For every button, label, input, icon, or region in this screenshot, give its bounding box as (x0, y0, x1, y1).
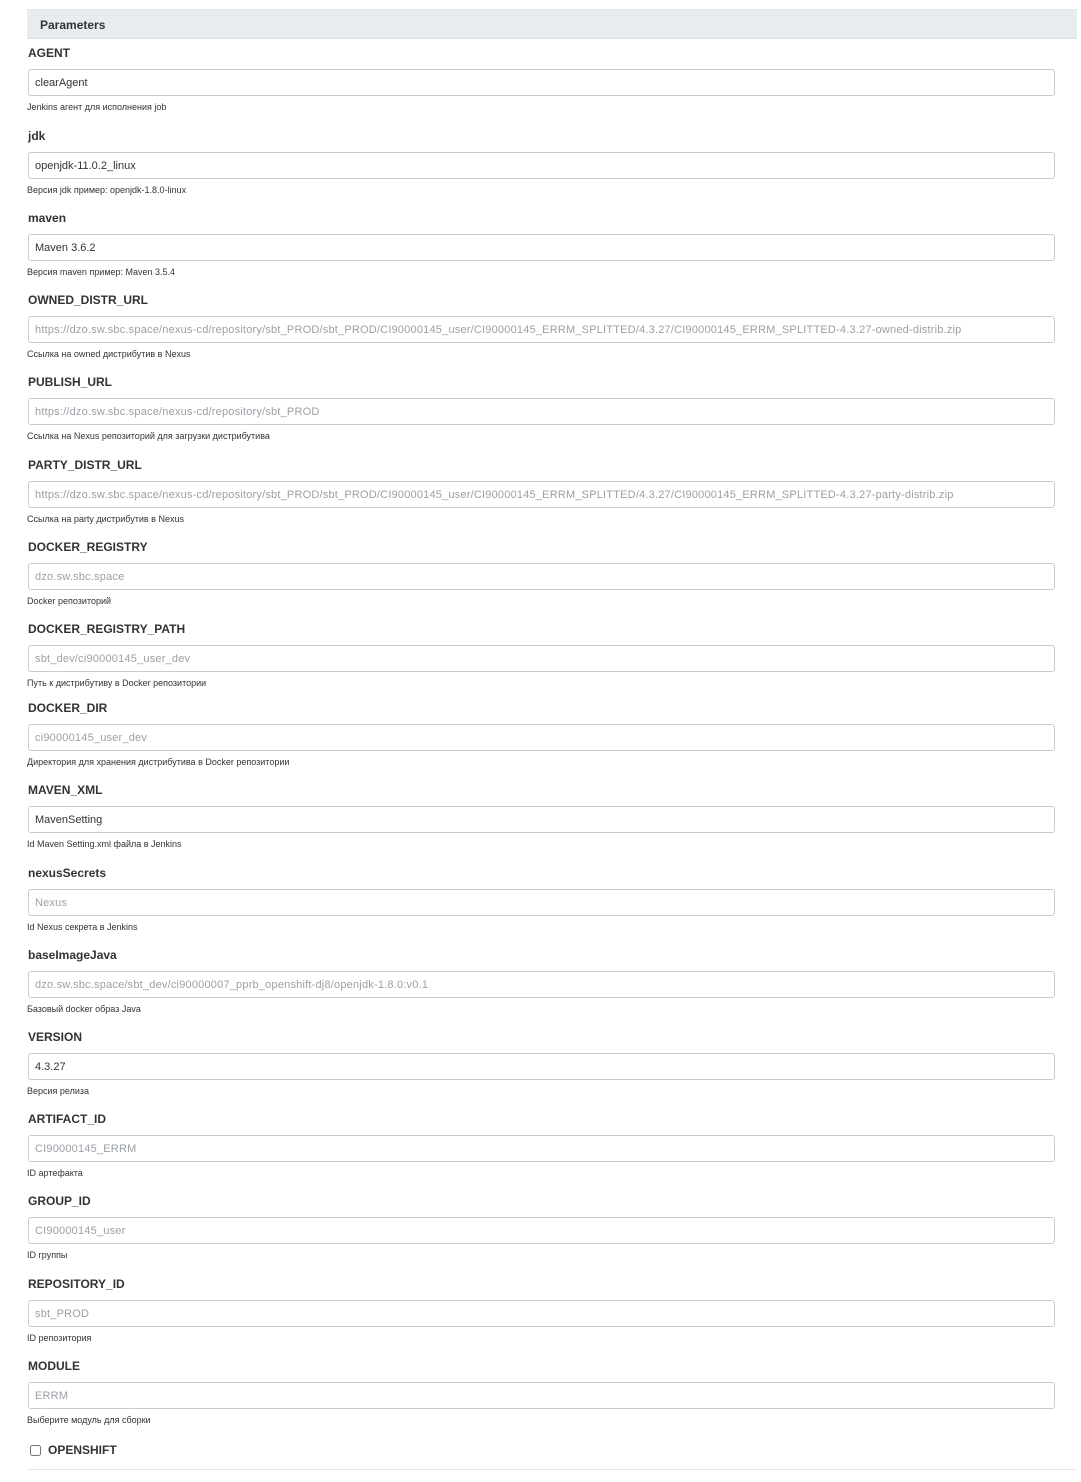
param-label: nexusSecrets (28, 866, 107, 880)
param-base-image-java (27, 948, 1055, 1030)
param-label: maven (28, 211, 67, 225)
module-input[interactable] (28, 1382, 1055, 1409)
param-label: AGENT (28, 46, 70, 60)
param-label: DOCKER_DIR (28, 701, 108, 715)
param-label: MODULE (28, 1359, 80, 1373)
param-label: DOCKER_REGISTRY_PATH (28, 622, 186, 636)
param-description: ID группы (27, 1250, 68, 1260)
param-description: ID артефакта (27, 1168, 83, 1178)
param-description: Директория для хранения дистрибутива в Docker репозитории (27, 757, 290, 767)
openshift-option[interactable] (30, 1442, 117, 1458)
artifact-id-input[interactable] (28, 1135, 1055, 1162)
param-label: REPOSITORY_ID (28, 1277, 125, 1291)
param-label: DOCKER_REGISTRY (28, 540, 148, 554)
divider (27, 1469, 1077, 1470)
publish-url-input[interactable] (28, 398, 1055, 425)
docker-dir-input[interactable] (28, 724, 1055, 751)
param-docker-registry (27, 540, 1055, 622)
param-label: OWNED_DISTR_URL (28, 293, 149, 307)
param-owned-distr-url (27, 293, 1055, 375)
param-artifact-id (27, 1112, 1055, 1194)
param-description: Версия jdk пример: openjdk-1.8.0-linux (27, 185, 187, 195)
jdk-input[interactable] (28, 152, 1055, 179)
param-jdk (27, 129, 1055, 211)
param-description: Id Nexus секрета в Jenkins (27, 922, 138, 932)
param-description: Ссылка на owned дистрибутив в Nexus (27, 349, 191, 359)
version-input[interactable] (28, 1053, 1055, 1080)
nexus-secrets-input[interactable] (28, 889, 1055, 916)
param-description: Docker репозиторий (27, 596, 112, 606)
param-label: VERSION (28, 1030, 83, 1044)
openshift-label[interactable]: OPENSHIFT (48, 1443, 117, 1457)
param-party-distr-url (27, 458, 1055, 540)
param-label: MAVEN_XML (28, 783, 103, 797)
param-docker-registry-path (27, 622, 1055, 704)
param-description: ID репозитория (27, 1333, 92, 1343)
maven-input[interactable] (28, 234, 1055, 261)
param-description: Ссылка на Nexus репозиторий для загрузки дистрибутива (27, 431, 270, 441)
param-description: Базовый docker образ Java (27, 1004, 141, 1014)
param-docker-dir (27, 701, 1055, 783)
param-description: Версия maven пример: Maven 3.5.4 (27, 267, 176, 277)
param-label: baseImageJava (28, 948, 117, 962)
param-description: Jenkins агент для исполнения job (27, 102, 167, 112)
param-description: Id Maven Setting.xml файла в Jenkins (27, 839, 182, 849)
param-description: Версия релиза (27, 1086, 90, 1096)
group-id-input[interactable] (28, 1217, 1055, 1244)
docker-registry-input[interactable] (28, 563, 1055, 590)
param-label: GROUP_ID (28, 1194, 91, 1208)
openshift-checkbox[interactable] (30, 1445, 41, 1456)
param-maven-xml (27, 783, 1055, 865)
param-group-id (27, 1194, 1055, 1276)
agent-input[interactable] (28, 69, 1055, 96)
repository-id-input[interactable] (28, 1300, 1055, 1327)
param-nexus-secrets (27, 866, 1055, 948)
owned-distr-url-input[interactable] (28, 316, 1055, 343)
param-label: PARTY_DISTR_URL (28, 458, 142, 472)
maven-xml-input[interactable] (28, 806, 1055, 833)
docker-registry-path-input[interactable] (28, 645, 1055, 672)
param-publish-url (27, 375, 1055, 457)
param-description: Выберите модуль для сборки (27, 1415, 151, 1425)
param-agent (27, 46, 1055, 128)
param-description: Ссылка на party дистрибутив в Nexus (27, 514, 184, 524)
party-distr-url-input[interactable] (28, 481, 1055, 508)
param-maven (27, 211, 1055, 293)
param-module (27, 1359, 1055, 1441)
param-description: Путь к дистрибутиву в Docker репозитории (27, 678, 207, 688)
param-label: ARTIFACT_ID (28, 1112, 106, 1126)
param-repository-id (27, 1277, 1055, 1359)
param-label: jdk (28, 129, 46, 143)
param-version (27, 1030, 1055, 1112)
panel-title: Parameters (27, 9, 1077, 39)
parameters-panel (27, 9, 1077, 1457)
base-image-java-input[interactable] (28, 971, 1055, 998)
param-label: PUBLISH_URL (28, 375, 113, 389)
